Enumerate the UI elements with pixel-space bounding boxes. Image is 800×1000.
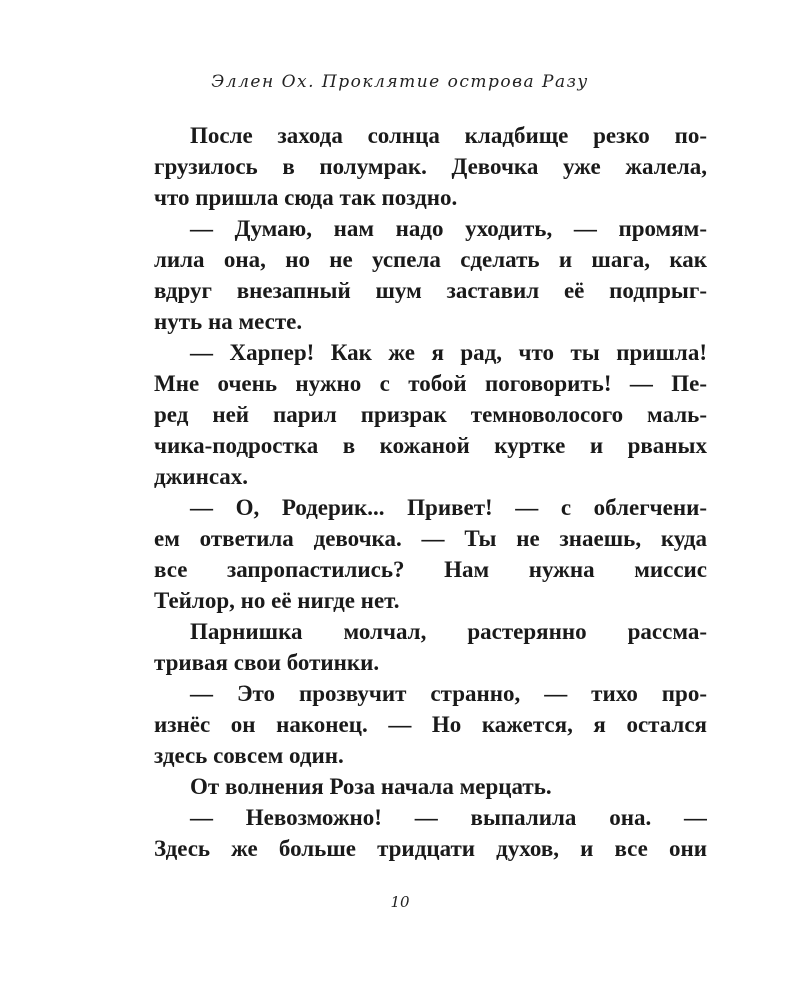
text-line: ем ответила девочка. — Ты не знаешь, куда	[154, 526, 707, 551]
running-head: Эллен Ох. Проклятие острова Разу	[211, 72, 589, 92]
text-line: все запропастились? Нам нужна миссис	[154, 557, 707, 582]
text-line: нуть на месте.	[154, 309, 303, 334]
text-line: чика-подростка в кожаной куртке и рваных	[154, 433, 707, 458]
text-line: ред ней парил призрак темноволосого маль-	[154, 402, 707, 427]
text-line: джинсах.	[154, 464, 249, 489]
text-line: — Это прозвучит странно, — тихо про-	[190, 681, 707, 706]
text-line: грузилось в полумрак. Девочка уже жалела,	[154, 154, 707, 179]
text-line: лила она, но не успела сделать и шага, как	[154, 247, 707, 272]
text-line: Тейлор, но её нигде нет.	[154, 588, 400, 613]
text-line: — Думаю, нам надо уходить, — промям-	[190, 216, 707, 241]
text-line: После захода солнца кладбище резко по-	[190, 123, 707, 148]
text-line: — О, Родерик... Привет! — с облегчени-	[190, 495, 707, 520]
text-line: тривая свои ботинки.	[154, 650, 380, 675]
text-line: От волнения Роза начала мерцать.	[190, 774, 552, 799]
text-line: Парнишка молчал, растерянно рассма-	[190, 619, 707, 644]
text-line: Здесь же больше тридцати духов, и все они	[154, 836, 707, 861]
text-line: Мне очень нужно с тобой поговорить! — Пе-	[154, 371, 707, 396]
text-line: что пришла сюда так поздно.	[154, 185, 458, 210]
body-text	[154, 120, 707, 864]
text-line: изнёс он наконец. — Но кажется, я остался	[154, 712, 707, 737]
text-line: здесь совсем один.	[154, 743, 344, 768]
text-line: — Невозможно! — выпалила она. —	[190, 805, 707, 830]
page-number: 10	[390, 893, 410, 911]
text-line: — Харпер! Как же я рад, что ты пришла!	[190, 340, 707, 365]
text-line: вдруг внезапный шум заставил её подпрыг-	[154, 278, 707, 303]
